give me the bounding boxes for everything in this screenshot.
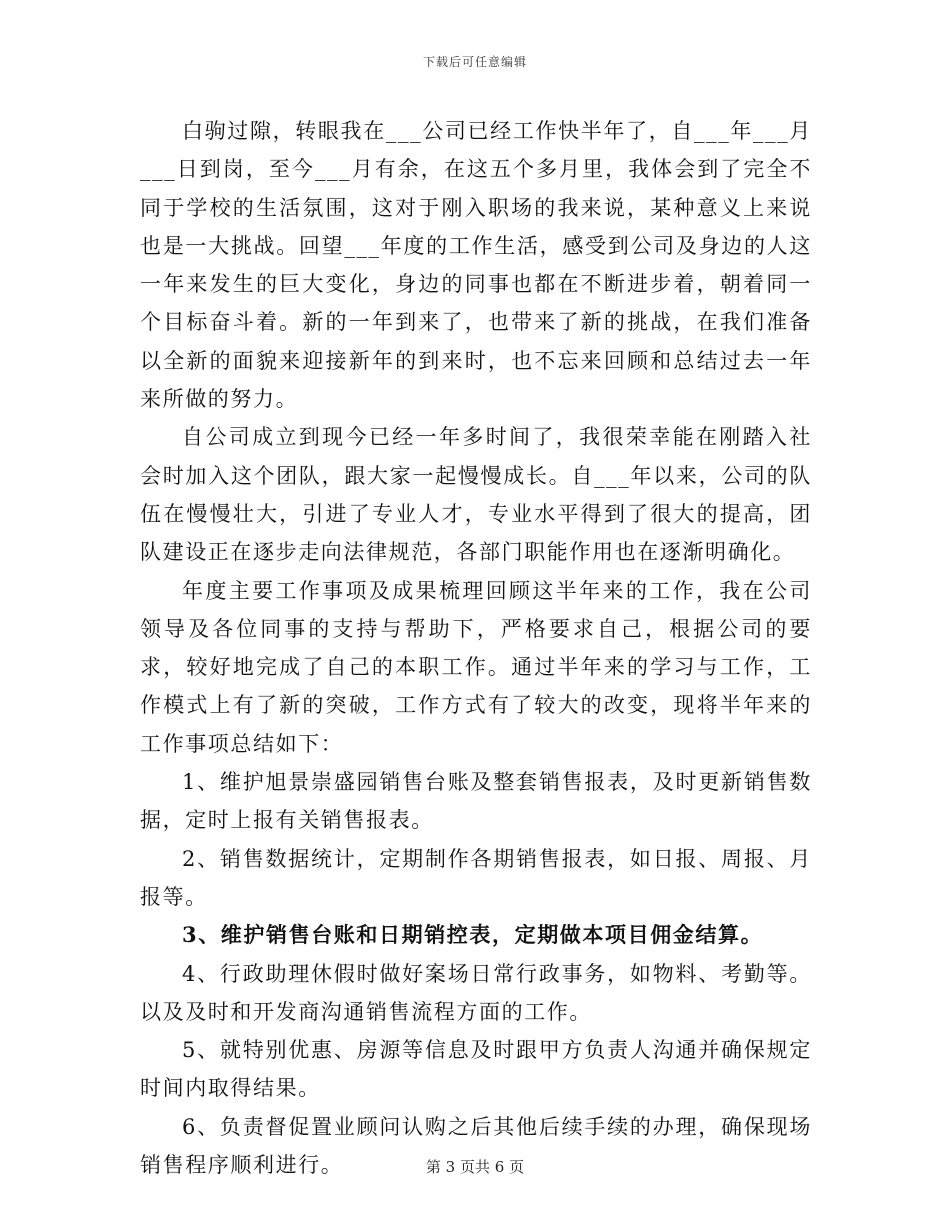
page-header: 下载后可任意编辑 — [422, 55, 527, 69]
list-item-3: 3、维护销售台账和日期销控表，定期做本项目佣金结算。 — [182, 922, 764, 948]
list-item-5: 5、就特别优惠、房源等信息及时跟甲方负责人沟通并确保规定时间内取得结果。 — [140, 1038, 812, 1101]
page-number: 第 3 页共 6 页 — [425, 1158, 525, 1176]
list-item-6: 6、负责督促置业顾问认购之后其他后续手续的办理，确保现场销售程序顺利进行。 — [140, 1114, 812, 1178]
list-item-1: 1、维护旭景崇盛园销售台账及整套销售报表，及时更新销售数据，定时上报有关销售报表。 — [140, 770, 812, 833]
paragraph-intro: 白驹过隙，转眼我在___公司已经工作快半年了，自___年___月___日到岗，至今___月有余，在这五个多月里，我体会到了完全不同于学校的生活氛围，这对于刚入职场的我来说，某种意义上来说也是一大挑战。回望___年度的工作生活，感受到公司及身边的人这一年来发生的巨大变化，身边的同事也都在不断进步着，朝着同一个目标奋斗着。新的一年到来了，也带来了新的挑战，在我们准备以全新的面貌来迎接新年的到来时，也不忘来回顾和总结过去一年来所做的努力。 — [140, 119, 812, 412]
document-body — [140, 112, 812, 1184]
paragraph-summary: 年度主要工作事项及成果梳理回顾这半年来的工作，我在公司领导及各位同事的支持与帮助下，严格要求自己，根据公司的要求，较好地完成了自己的本职工作。通过半年来的学习与工作，工作模式上有了新的突破，工作方式有了较大的改变，现将半年来的工作事项总结如下： — [140, 578, 812, 756]
list-item-2: 2、销售数据统计，定期制作各期销售报表，如日报、周报、月报等。 — [140, 846, 812, 909]
list-item-4: 4、行政助理休假时做好案场日常行政事务，如物料、考勤等。以及及时和开发商沟通销售流程方面的工作。 — [140, 961, 812, 1024]
paragraph-company: 自公司成立到现今已经一年多时间了，我很荣幸能在刚踏入社会时加入这个团队，跟大家一起慢慢成长。自___年以来，公司的队伍在慢慢壮大，引进了专业人才，专业水平得到了很大的提高，团队建设正在逐步走向法律规范，各部门职能作用也在逐渐明确化。 — [140, 425, 812, 565]
